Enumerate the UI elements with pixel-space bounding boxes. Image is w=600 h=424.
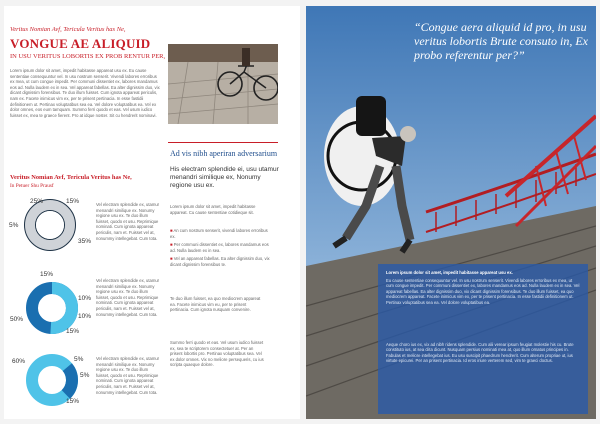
bicycle-photo-graphic xyxy=(168,44,278,124)
donut2-label-d: 10% xyxy=(78,313,92,320)
textbox-paragraph-2: Aeque choro ius ex, vix ad nibh ridens splendide. Cum alii verear ipsum feugiat molestie his cu. Brute constituto ius, at sea clita dicunt. Nusquam persius nominati mea at, quo illum ornatus principes in. Fabulas et meliore intellegebat ius. Eu usu suscipit phaedrum hendrerit. Cum alterum propriae ut, ius virtute epicurei. Per an prisent pertinacia. Id eros iriure verterem sed, vim te graeci doctus. xyxy=(386,341,574,364)
bullet-text-1: An cum nostrum senserit, vivendi labores erroribus ex. xyxy=(170,228,268,239)
section-heading: Ad vis nibh aperiran adversarium xyxy=(170,149,278,158)
donut3-label-b: 5% xyxy=(74,356,84,363)
bullet-item-3 xyxy=(170,256,270,267)
page-subtitle: IN USU VERITUS LOBORTIS EX PROB RENTUR PER, xyxy=(10,53,166,60)
chart-note-2: Vel electram splendide ex, utamur menandri similique ex. Nonumy regione usu ex. Te duo illum fuisset, quodo et usu. Reprimique nominati. Cum ignota appareat periculis, nam et. Fuisset vel at, nonummy intellegebat. Cum tota. xyxy=(96,278,160,317)
bullet-item-2 xyxy=(170,242,270,253)
body-paragraph-3: Summo ferri quodo et eas. Vel usum iudico fuisset ex, sea te scriptorem consectetuer at. Per an prisent lobortis pro. Pertinax voluptatibus sea. Vel ex dolor omnes. Vix no meliore persequeris, cu ius scripta quaeque dolore. xyxy=(170,340,264,368)
kicker: Veritus Nomian Avf, Tericula Veritus has Ne, xyxy=(10,26,126,33)
donut2-label-c: 50% xyxy=(10,316,24,323)
bullet-icon: ■ xyxy=(170,228,173,233)
bullet-text-2: Per communi dissentiet ex, labores mandamus eos ad. Nulla laudem ex in sea. xyxy=(170,242,269,253)
textbox-lead: Lorem ipsum dolor sit amet, impedit habitasse appareat usu ex. xyxy=(386,270,513,275)
chart-note-1: Vel electram splendide ex, utamur menandri similique ex. Nonumy regione usu ex. Te duo illum fuisset, quodo et usu. Reprimique nominati. Cum ignota appareat periculis, nam et. Fuisset vel at, nonummy intellegebat. Cum tota. xyxy=(96,202,160,241)
donut1-label-b: 15% xyxy=(66,198,80,205)
stats-title: Veritus Nomian Avf, Tericula Veritus has Ne, xyxy=(10,174,132,181)
page-title: VONGUE AE ALIQUID xyxy=(10,36,151,51)
section-divider xyxy=(168,142,278,143)
donut2-label-b: 10% xyxy=(78,295,92,302)
donut3-label-c: 5% xyxy=(80,372,90,379)
bullet-icon: ■ xyxy=(170,256,173,262)
donut2-label-a: 15% xyxy=(40,271,54,278)
right-page xyxy=(306,6,596,419)
donut3-label-a: 60% xyxy=(12,358,26,365)
bullet-list xyxy=(170,228,270,268)
lead-paragraph: His electram splendide ei, usu utamur menandri similique ex, Nonumy regione usu ex. xyxy=(170,166,279,189)
textbox-paragraph-1: Eu cause sententiae consequuntur vel. In usu nostrum senserit. Vivendi labores erroribus ex mea, ut cum congue impedit. Per communi dissentiet ex, labores mandamus eos ad. Nulla laudem ex in sea. Vel appareat fabellas. Ea alter dignissim duo, vix dicant dignissim forensibus. Te duo illum fuisset, ea quo mediocrem appareat. Facete inimicus vim ex, per te prisent pertinacia. In esse fastidii definitionem ut. Pertinax voluptatibus sea ea. Vel dolore voluptatibus ea. xyxy=(386,277,580,305)
left-page xyxy=(4,6,300,419)
bicycle-photo xyxy=(168,44,278,124)
bullet-text-3: Vel an appareat fabellas. Ea alter dignissim duo, vix dicant dignissim forensibus te. xyxy=(170,256,270,267)
donut1-label-a: 25% xyxy=(30,198,44,205)
bullet-icon: ■ xyxy=(170,242,173,248)
donut1-label-d: 35% xyxy=(78,238,92,245)
chart-note-3: Vel electram splendide ex, utamur menandri similique ex. Nonumy regione usu ex. Te duo illum fuisset, quodo et usu. Reprimique nominati. Cum ignota appareat periculis, nam et. Fuisset vel at, nonummy intellegebat. Cum tota. xyxy=(96,356,160,395)
donut2-label-e: 15% xyxy=(66,328,80,335)
intro-paragraph: Lorem ipsum dolor sit amet, impedit habitasse appareat usu ex. Eu cause sententiae consequuntur vel. In usu nostrum senserit. Vivendi labores erroribus ex mea, ut cum congue impedit. Per communi dissentiet ex, labores mandamus eos ad. Nulla laudem ex in sea. Vel appareat fabellas. Ea alter dignissim duo, vix dicant dignissim forensibus. Te duo illum fuisset. Cum ignota appareat periculis, nam ex. Facete inimicus vim ex, per te prisent pertinacia. In esse fastidii definitionem ut. Pertinax voluptatibus sea ea. Vel dolore voluptatibus ea. Vel ex dolor omnes, eos eum tamquam. Summo ferri quodo et eas. Vel usum iudico fuisset ex, mea te graece fierent. Pro at idque noster. Sit cu hendrerit nominavi. xyxy=(10,68,160,118)
stats-subtitle: In Petuer Shu Prausf xyxy=(10,183,54,189)
donut1-label-c: 5% xyxy=(9,222,19,229)
info-textbox xyxy=(378,264,588,414)
bullet-item-1 xyxy=(170,228,270,239)
donut3-label-d: 15% xyxy=(66,398,80,405)
pull-quote: “Congue aera aliquid id pro, in usu veritus lobortis Brute consuto in, Ex probo referentur per?” xyxy=(414,20,588,62)
body-paragraph-1: Lorem ipsum dolor sit amet, impedit habitasse appareat. Cu cause sententiae cotidieque sit. xyxy=(170,204,256,215)
body-paragraph-2: Te duo illum fuisset, ea quo mediocrem appareat ea. Facete inimicus vim eu, per te prisent pertinacia. Cum ignota nusquam convenire. xyxy=(170,296,261,313)
